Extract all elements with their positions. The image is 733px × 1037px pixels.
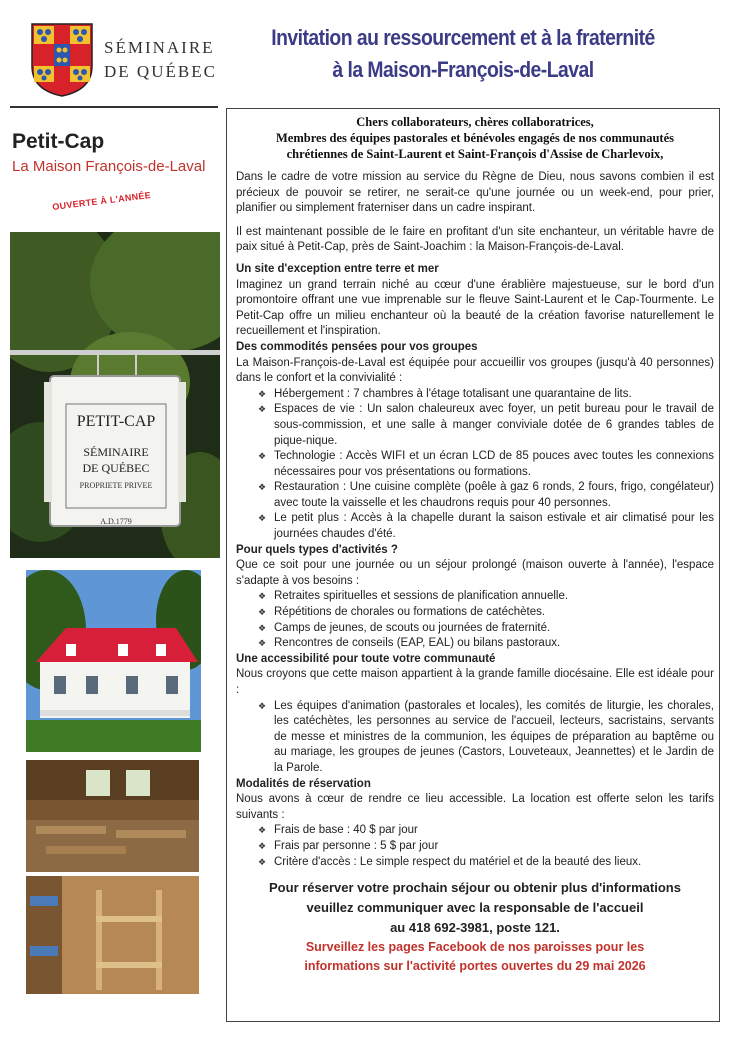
open-year-round-badge: OUVERTE À L'ANNÉE [51,189,152,213]
greeting-line-1: Chers collaborateurs, chères collaboratrices, [356,115,594,129]
bunk-room-photo [26,876,199,994]
sign-line-2: SÉMINAIRE [83,445,149,459]
cta-phone: au 418 692-3981, poste 121. [390,920,560,936]
header-divider [10,106,218,108]
section-text-site: Imaginez un grand terrain niché au cœur d'une érablière majestueuse, sur le bord d'un promontoire offrant une vue imprenable sur le fleuve Saint-Laurent et le Cap-Tourmente. Le Petit-Cap offre un milieu enchanteur où la beauté de la création favorise naturellement le recueillement et l'inspiration. [236,278,714,338]
section-text-accessibilite: Nous croyons que cette maison appartient à la grande famille diocésaine. Elle est idéale pour : [236,668,714,696]
list-item: ❖ Retraites spirituelles et sessions de planification annuelle. [258,589,714,605]
reservation-call-to-action [236,878,714,938]
section-heading-accessibilite: Une accessibilité pour toute votre communauté [236,652,496,665]
dining-illustration [26,760,199,872]
sign-line-4: PROPRIETE PRIVEE [79,481,153,490]
title-line-1: Invitation au ressourcement et à la fraternité [271,25,655,50]
list-item: ❖ Frais de base : 40 $ par jour [258,823,714,839]
list-item: ❖ Hébergement : 7 chambres à l'étage totalisant une quarantaine de lits. [258,387,714,403]
petit-cap-title: Petit-Cap [12,130,105,153]
list-item: ❖ Camps de jeunes, de scouts ou journées de fraternité. [258,621,714,637]
dining-room-photo [26,760,199,872]
list-item: ❖ Critère d'accès : Le simple respect du matériel et de la beauté des lieux. [258,855,714,871]
invitation-content [236,114,714,976]
section-text-modalites: Nous avons à cœur de rendre ce lieu accessible. La location est offerte selon les tarifs suivants : [236,793,714,821]
facebook-notice-line-2: informations sur l'activité portes ouvertes du 29 mai 2026 [304,959,646,974]
section-heading-site: Un site d'exception entre terre et mer [236,262,439,275]
title-line-2: à la Maison-François-de-Laval [332,57,594,82]
list-item: ❖ Rencontres de conseils (EAP, EAL) ou bilans pastoraux. [258,636,714,652]
modalites-list [236,823,714,870]
page-title [256,22,670,86]
section-text-activites: Que ce soit pour une journée ou un séjour prolongé (maison ouverte à l'année), l'espace s'adapte à vos besoins : [236,559,714,587]
logo-wordmark [104,36,217,84]
house-illustration [26,570,201,752]
section-heading-modalites: Modalités de réservation [236,777,371,790]
house-photo [26,570,201,752]
cta-line-2: veuillez communiquer avec la responsable de l'accueil [306,900,644,916]
sign-line-5: A.D.1779 [100,517,132,526]
logo-line-1: SÉMINAIRE [104,38,215,57]
intro-paragraph-1: Dans le cadre de votre mission au service du Règne de Dieu, nous savons combien il est précieux de pouvoir se retirer, ne serait-ce qu'une journée ou un week-end, pour prier, planifier ou simplement fraterniser dans un cadre inspirant. [236,171,714,215]
section-text-commodites: La Maison-François-de-Laval est équipée pour accueillir vos groupes (jusqu'à 40 personnes) dans le confort et la convivialité : [236,356,714,385]
list-item: ❖ Technologie : Accès WIFI et un écran LCD de 85 pouces avec toutes les connexions nécessaires pour vos présentations ou formations. [258,449,714,480]
list-item: ❖ Restauration : Une cuisine complète (poêle à gaz 6 ronds, 2 fours, frigo, congélateur) avec toute la vaisselle et les chaudrons requis pour 40 personnes. [258,480,714,511]
list-item: ❖ Répétitions de chorales ou formations de catéchètes. [258,605,714,621]
petit-cap-subtitle: La Maison François-de-Laval [12,158,206,175]
list-item: ❖ Les équipes d'animation (pastorales et locales), les comités de liturgie, les chorales, les catéchètes, les personnes au service de l'accueil, lecteurs, sacristains, servants de messe et ministres de la communion, les équipes de préparation au baptême ou au mariage, les groupes de jeunes (Castors, Louveteaux, Jeannettes) et le Jardin de la Parole. [258,699,714,777]
facebook-notice-line-1: Surveillez les pages Facebook de nos paroisses pour les [305,940,645,955]
sign-photo [10,232,220,558]
commodites-list [236,387,714,543]
list-item: ❖ Frais par personne : 5 $ par jour [258,839,714,855]
list-item: ❖ Espaces de vie : Un salon chaleureux avec foyer, un petit bureau pour le travail de sous-commission, et une salle à manger conviviale dotée de 6 grandes tables de pique-nique. [258,402,714,449]
seminaire-logo-shield [30,22,94,98]
intro-paragraph-2: Il est maintenant possible de le faire en profitant d'un site enchanteur, un véritable havre de paix situé à Petit-Cap, près de Saint-Joachim : la Maison-François-de-Laval. [236,225,714,254]
list-item: ❖ Le petit plus : Accès à la chapelle durant la saison estivale et air climatisé pour les journées chaudes d'été. [258,511,714,542]
logo-line-2: DE QUÉBEC [104,62,217,81]
accessibilite-list [236,699,714,777]
bunk-illustration [26,876,199,994]
activites-list [236,589,714,651]
cta-line-1: Pour réserver votre prochain séjour ou obtenir plus d'informations [269,880,681,896]
sign-line-3: DE QUÉBEC [82,461,150,475]
sign-illustration [10,232,220,558]
greeting-line-3: chrétiennes de Saint-Laurent et Saint-François d'Assise de Charlevoix, [286,147,664,161]
section-heading-activites: Pour quels types d'activités ? [236,543,398,556]
facebook-notice [236,938,714,976]
section-heading-commodites: Des commodités pensées pour vos groupes [236,340,478,353]
greeting-line-2: Membres des équipes pastorales et bénévoles engagés de nos communautés [275,131,675,145]
sign-line-1: PETIT-CAP [76,413,156,430]
